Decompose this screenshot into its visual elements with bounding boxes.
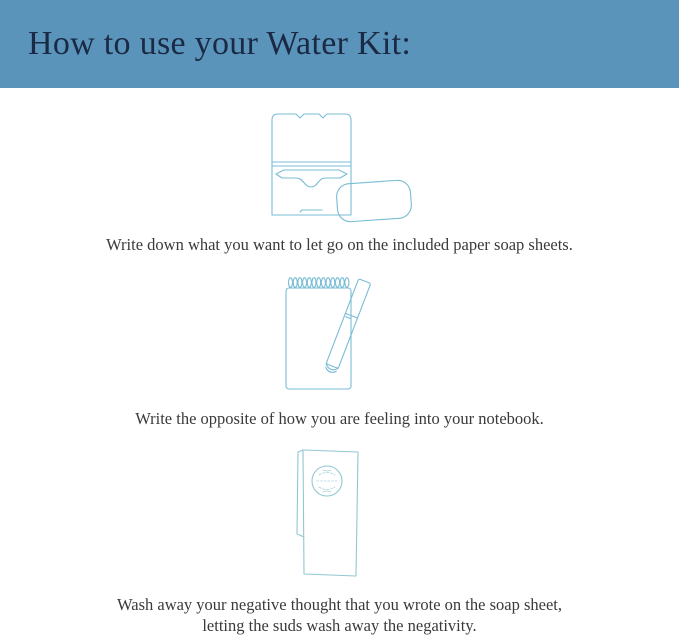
header-banner [0, 0, 679, 88]
step-caption-3-line-2: letting the suds wash away the negativity. [202, 616, 477, 635]
soap-towel-icon [290, 444, 368, 582]
soap-sheet-case-icon [265, 106, 415, 224]
step-caption-3-line-1: Wash away your negative thought that you wrote on the soap sheet, [117, 595, 562, 614]
page-title: How to use your Water Kit: [28, 25, 412, 62]
step-caption-3 [0, 594, 679, 635]
notebook-pen-icon [280, 272, 420, 397]
step-caption-1: Write down what you want to let go on the included paper soap sheets. [106, 235, 573, 254]
step-caption-2: Write the opposite of how you are feeling into your notebook. [135, 409, 544, 428]
